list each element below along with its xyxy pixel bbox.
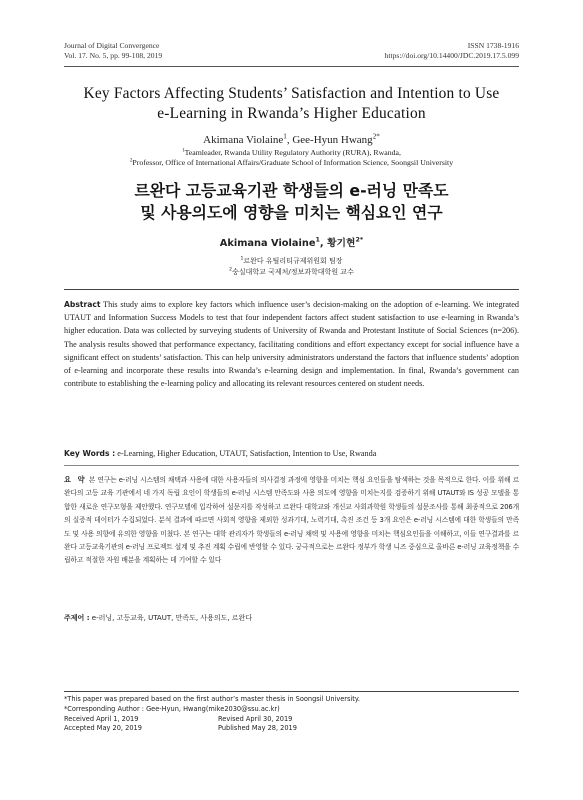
- english-title-line-2: e-Learning in Rwanda’s Higher Education: [157, 105, 426, 122]
- author-2-name: Gee-Hyun Hwang: [292, 134, 373, 146]
- journal-doi[interactable]: https://doi.org/10.14400/JDC.2019.17.5.099: [384, 51, 519, 60]
- accepted-date: Accepted May 20, 2019: [64, 724, 142, 733]
- footnote-dates-row-2: [64, 724, 519, 734]
- ko-affiliation-2-sup: 2: [229, 267, 233, 273]
- journal-volume: Vol. 17. No. 5, pp. 99-108, 2019: [64, 51, 163, 60]
- korean-keywords-text: e-러닝, 고등교육, UTAUT, 만족도, 사용의도, 르완다: [91, 614, 253, 622]
- journal-header: [64, 41, 162, 61]
- affiliation-2-sup: 2: [129, 157, 133, 164]
- footnote-rule: [64, 691, 519, 692]
- keywords-text: e-Learning, Higher Education, UTAUT, Satisfaction, Intention to Use, Rwanda: [117, 449, 377, 458]
- korean-title-line-2: 및 사용의도에 영향을 미치는 핵심요인 연구: [140, 203, 443, 222]
- ko-affiliation-2-text: 숭실대학교 국제처/정보과학대학원 교수: [232, 268, 354, 276]
- abstract-text: This study aims to explore key factors which influence user’s decision-making on the adoption of e-learning. We integrated UTAUT and Information Success Models to test that four independent factors affect student satisfaction to use e-learning in Rwanda’s higher education. Data was collected by surveying students of University of Rwanda and Protestant Institute of Social Sciences (n=206). The analysis results showed that performance expectancy, facilitating conditions and effort expectancy except for social influence have a significant effect on students’ satisfaction. This can help university administrators understand the factors that influence students’ adoption of e-learning and incorporate these results into Rwanda’s e-learning design and implementation. In final, Rwanda’s government can contribute to establishing the e-learning policy and allocating its relevant resources centered on student needs.: [64, 300, 519, 389]
- english-affiliation-2: [20, 158, 563, 168]
- english-authors: Akimana Violaine$^1$, Gee-Hyun Hwang$^{2*}$: [203, 132, 380, 146]
- revised-date: Revised April 30, 2019: [218, 714, 293, 723]
- ko-affiliation-1-sup: 1: [240, 256, 244, 262]
- english-affiliation-1: [20, 148, 563, 158]
- ko-author-2-name: 황기현: [327, 238, 356, 249]
- affiliation-1-text: Teamleader, Rwanda Utility Regulatory Authority (RURA), Rwanda,: [184, 148, 401, 157]
- english-title-line-1: Key Factors Affecting Students’ Satisfaction and Intention to Use: [83, 85, 500, 102]
- journal-identifiers: [385, 41, 519, 61]
- author-2-sup: 2*: [372, 132, 380, 141]
- affiliation-1-sup: 1: [182, 147, 185, 154]
- korean-keywords: [64, 612, 519, 624]
- section-divider: [64, 465, 519, 466]
- korean-affiliation-1: [40, 256, 543, 266]
- header-rule: [64, 66, 519, 67]
- korean-summary: [64, 473, 519, 568]
- keywords-label: Key Words :: [64, 449, 116, 458]
- ko-author-1-sup: 1: [315, 235, 320, 244]
- korean-title: [40, 180, 543, 224]
- korean-summary-text: 본 연구는 e-러닝 시스템의 채택과 사용에 대한 사용자들의 의사결정 과정에 영향을 미치는 핵심 요인들을 탐색하는 것을 목적으로 한다. 이를 위해 르완다의 고등 교육 기관에서 네 가지 독립 요인이 학생들의 e-러닝 시스템 만족도와 사용 의도에 영향을 미치는지를 검증하기 위해 UTAUT와 IS 성공 모델을 통합한 새로운 연구모형을 제안했다. 연구모델에 입각하여 설문지를 작성하고 르완다 대학교와 개신교 사회과학원 학생들의 설문조사를 통해 최종적으로 206개의 실증적 데이터가 수집되었다. 분석 결과에 따르면 사회적 영향을 제외한 성과기대, 노력기대, 촉진 조건 등 3개 요인은 e-러닝 시스템에 대한 학생들의 만족도 및 사용 의향에 유의한 영향을 미쳤다. 본 연구는 대학 관리자가 학생들의 e-러닝 채택 및 사용에 영향을 미치는 핵심요인들을 이해하고, 이들 연구결과를 르완다 고등교육기관의 e-러닝 프로젝트 설계 및 추진 계획 수립에 반영할 수 있다. 궁극적으로는 르완다 정부가 학생 니즈 중심으로 올바른 e-러닝 교육정책을 수립하고 적절한 자원 배분을 계획하는 데 기여할 수 있다: [64, 476, 520, 565]
- abstract-label: Abstract: [64, 300, 101, 309]
- author-1-name: Akimana Violaine: [203, 134, 284, 146]
- journal-issn: ISSN 1738-1916: [467, 41, 519, 50]
- journal-name: Journal of Digital Convergence: [64, 41, 160, 50]
- abstract-rule: [64, 289, 519, 290]
- korean-affiliation-2: [40, 267, 543, 277]
- affiliation-2-text: Professor, Office of International Affairs/Graduate School of Information Science, Soongsil University: [132, 158, 454, 167]
- published-date: Published May 28, 2019: [218, 724, 297, 733]
- footnote-corresponding-author: *Corresponding Author : Gee-Hyun, Hwang(mike2030@ssu.ac.kr): [64, 704, 280, 713]
- korean-summary-label: 요 약: [64, 475, 87, 484]
- abstract: [64, 298, 519, 390]
- ko-author-1-name: Akimana Violaine: [219, 238, 316, 249]
- ko-affiliation-1-text: 르완다 유틸리티규제위원회 팀장: [243, 257, 343, 265]
- korean-authors: Akimana Violaine$^1$, 황기현$^{2*}$: [219, 235, 364, 249]
- footnote-thesis: *This paper was prepared based on the first author’s master thesis in Soongsil University.: [64, 695, 360, 703]
- english-keywords: [64, 448, 519, 460]
- english-title: [40, 84, 543, 124]
- ko-author-2-sup: 2*: [355, 235, 364, 244]
- korean-keywords-label: 주제어 :: [64, 614, 90, 622]
- footnotes: [64, 695, 519, 734]
- author-1-sup: 1: [283, 132, 287, 141]
- received-date: Received April 1, 2019: [64, 714, 139, 723]
- footnote-dates-row-1: [64, 715, 519, 725]
- korean-title-line-1: 르완다 고등교육기관 학생들의 e-러닝 만족도: [134, 181, 449, 200]
